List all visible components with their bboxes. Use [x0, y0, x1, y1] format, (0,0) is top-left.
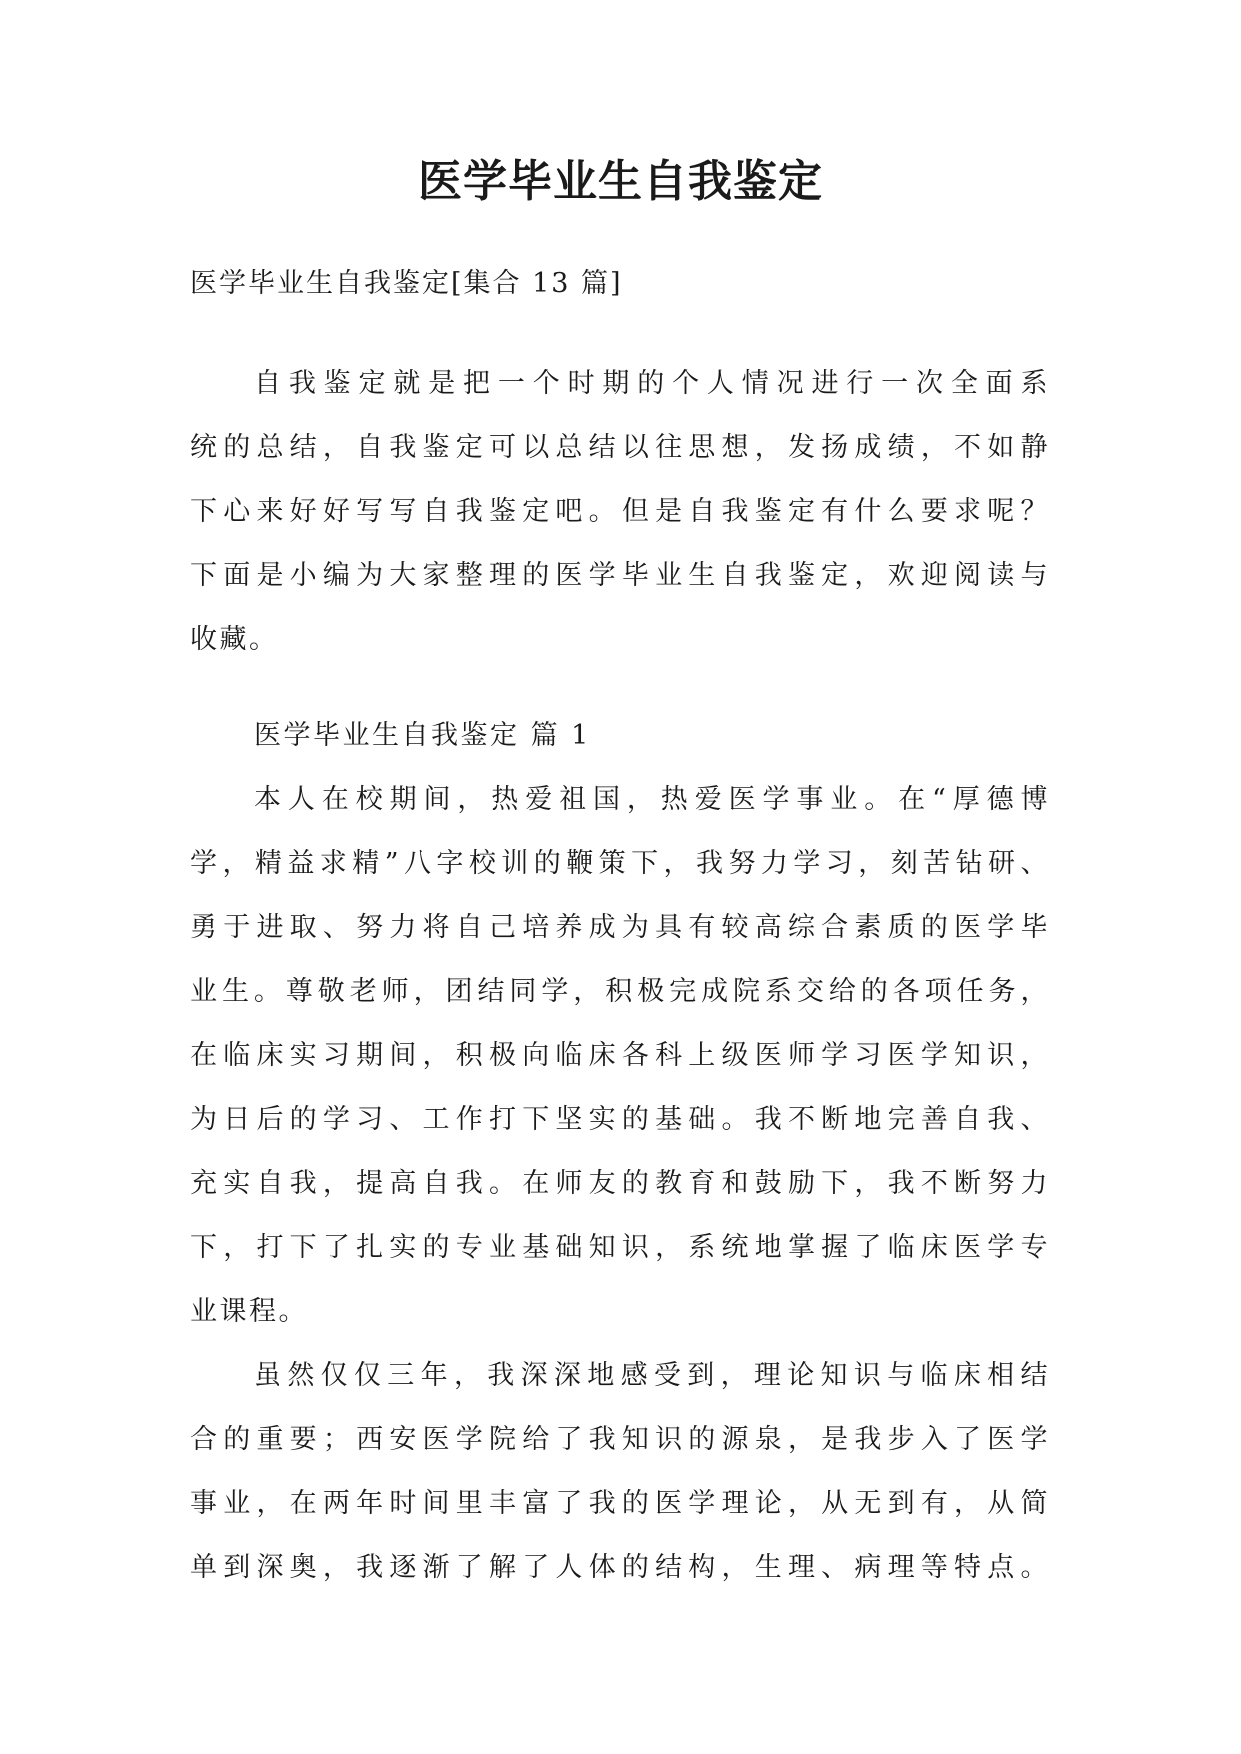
intro-paragraph [190, 352, 1050, 672]
paragraph-line: 业课程。 [190, 1296, 308, 1327]
paragraph-2 [190, 1344, 1050, 1600]
paragraph-line: 为日后的学习、工作打下坚实的基础。我不断地完善自我、 [190, 1104, 1050, 1135]
intro-line: 下面是小编为大家整理的医学毕业生自我鉴定，欢迎阅读与 [190, 560, 1050, 591]
document-title: 医学毕业生自我鉴定 [418, 156, 823, 207]
paragraph-line: 在临床实习期间，积极向临床各科上级医师学习医学知识， [190, 1040, 1050, 1071]
paragraph-1 [190, 768, 1050, 1344]
paragraph-line: 合的重要；西安医学院给了我知识的源泉，是我步入了医学 [190, 1424, 1050, 1455]
intro-line: 自我鉴定就是把一个时期的个人情况进行一次全面系 [254, 368, 1050, 399]
document-subtitle: 医学毕业生自我鉴定[集合 13 篇] [190, 268, 623, 299]
intro-line: 收藏。 [190, 624, 279, 655]
paragraph-line: 业生。尊敬老师，团结同学，积极完成院系交给的各项任务， [190, 976, 1050, 1007]
section-heading: 医学毕业生自我鉴定 篇 1 [254, 720, 591, 751]
paragraph-line: 下，打下了扎实的专业基础知识，系统地掌握了临床医学专 [190, 1232, 1050, 1263]
paragraph-line: 事业，在两年时间里丰富了我的医学理论，从无到有，从简 [190, 1488, 1050, 1519]
paragraph-line: 本人在校期间，热爱祖国，热爱医学事业。在“厚德博 [254, 784, 1050, 815]
paragraph-line: 勇于进取、努力将自己培养成为具有较高综合素质的医学毕 [190, 912, 1050, 943]
paragraph-line: 充实自我，提高自我。在师友的教育和鼓励下，我不断努力 [190, 1168, 1050, 1199]
paragraph-line: 单到深奥，我逐渐了解了人体的结构，生理、病理等特点。 [190, 1552, 1050, 1583]
section-heading-block [190, 704, 1050, 768]
paragraph-line: 虽然仅仅三年，我深深地感受到，理论知识与临床相结 [254, 1360, 1050, 1391]
paragraph-line: 学，精益求精”八字校训的鞭策下，我努力学习，刻苦钻研、 [190, 848, 1050, 879]
intro-line: 下心来好好写写自我鉴定吧。但是自我鉴定有什么要求呢？ [190, 496, 1050, 527]
intro-line: 统的总结，自我鉴定可以总结以往思想，发扬成绩，不如静 [190, 432, 1050, 463]
